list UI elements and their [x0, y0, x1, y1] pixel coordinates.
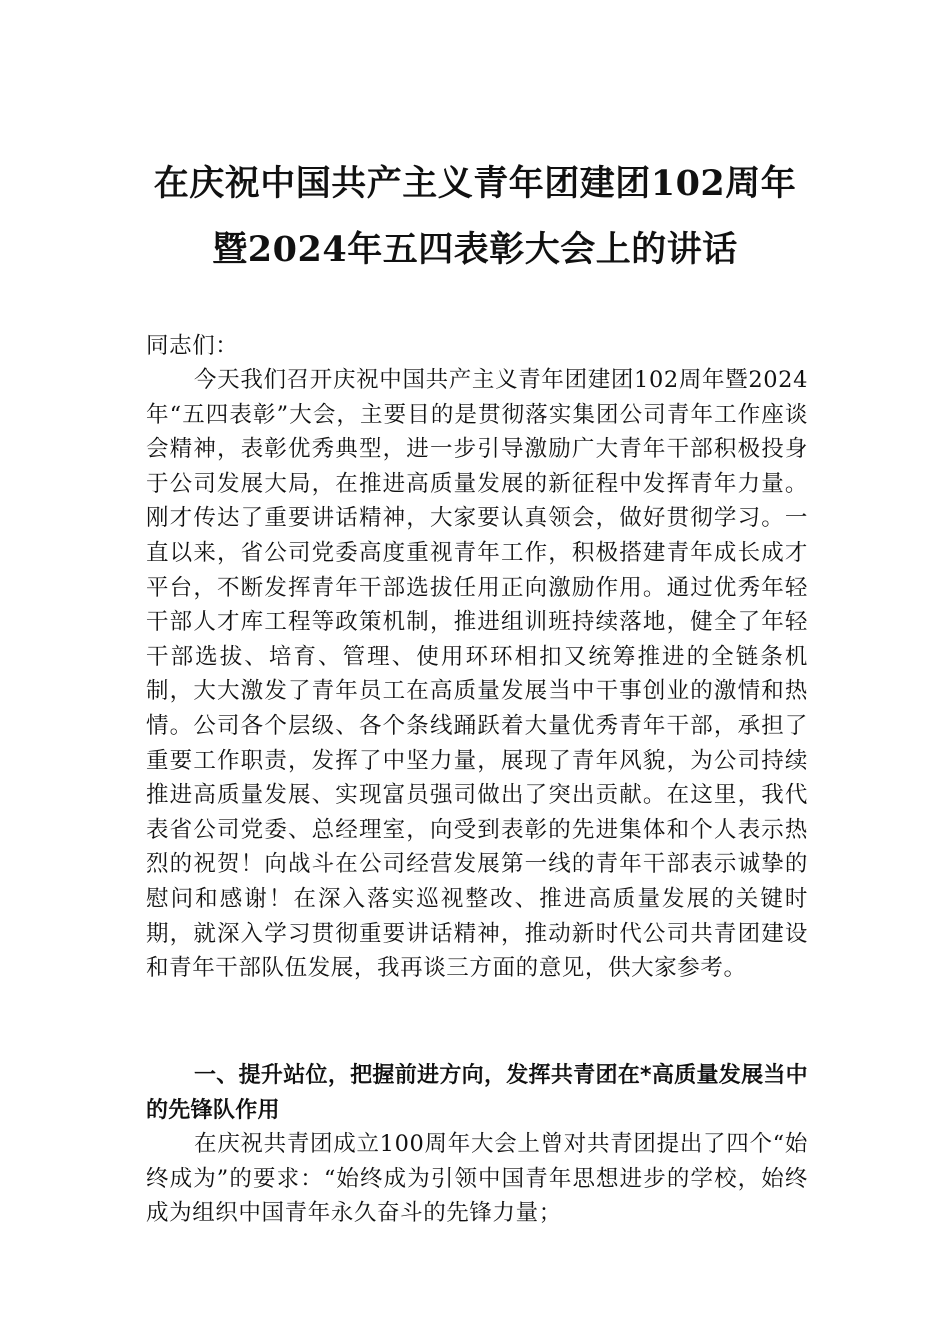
- document-title-line-2: 暨2024年五四表彰大会上的讲话: [212, 229, 738, 270]
- salutation: 同志们：: [146, 333, 239, 359]
- document-title-line-1: 在庆祝中国共产主义青年团建团102周年: [153, 163, 797, 204]
- paragraph-2: 在庆祝共青团成立100周年大会上曾对共青团提出了四个“始终成为”的要求：“始终成为引领中国青年思想进步的学校，始终成为组织中国青年永久奋斗的先锋力量；: [146, 1131, 808, 1227]
- paragraph-1: 今天我们召开庆祝中国共产主义青年团建团102周年暨2024年“五四表彰”大会，主要目的是贯彻落实集团公司青年工作座谈会精神，表彰优秀典型，进一步引导激励广大青年干部积极投身于公司发展大局，在推进高质量发展的新征程中发挥青年力量。刚才传达了重要讲话精神，大家要认真领会，做好贯彻学习。一直以来，省公司党委高度重视青年工作，积极搭建青年成长成才平台，不断发挥青年干部选拔任用正向激励作用。通过优秀年轻干部人才库工程等政策机制，推进组训班持续落地，健全了年轻干部选拔、培育、管理、使用环环相扣又统筹推进的全链条机制，大大激发了青年员工在高质量发展当中干事创业的激情和热情。公司各个层级、各个条线踊跃着大量优秀青年干部，承担了重要工作职责，发挥了中坚力量，展现了青年风貌，为公司持续推进高质量发展、实现富员强司做出了突出贡献。在这里，我代表省公司党委、总经理室，向受到表彰的先进集体和个人表示热烈的祝贺！向战斗在公司经营发展第一线的青年干部表示诚挚的慰问和感谢！在深入落实巡视整改、推进高质量发展的关键时期，就深入学习贯彻重要讲话精神，推动新时代公司共青团建设和青年干部队伍发展，我再谈三方面的意见，供大家参考。: [146, 367, 808, 982]
- section-heading-1: 一、提升站位，把握前进方向，发挥共青团在*高质量发展当中的先锋队作用: [146, 1063, 808, 1123]
